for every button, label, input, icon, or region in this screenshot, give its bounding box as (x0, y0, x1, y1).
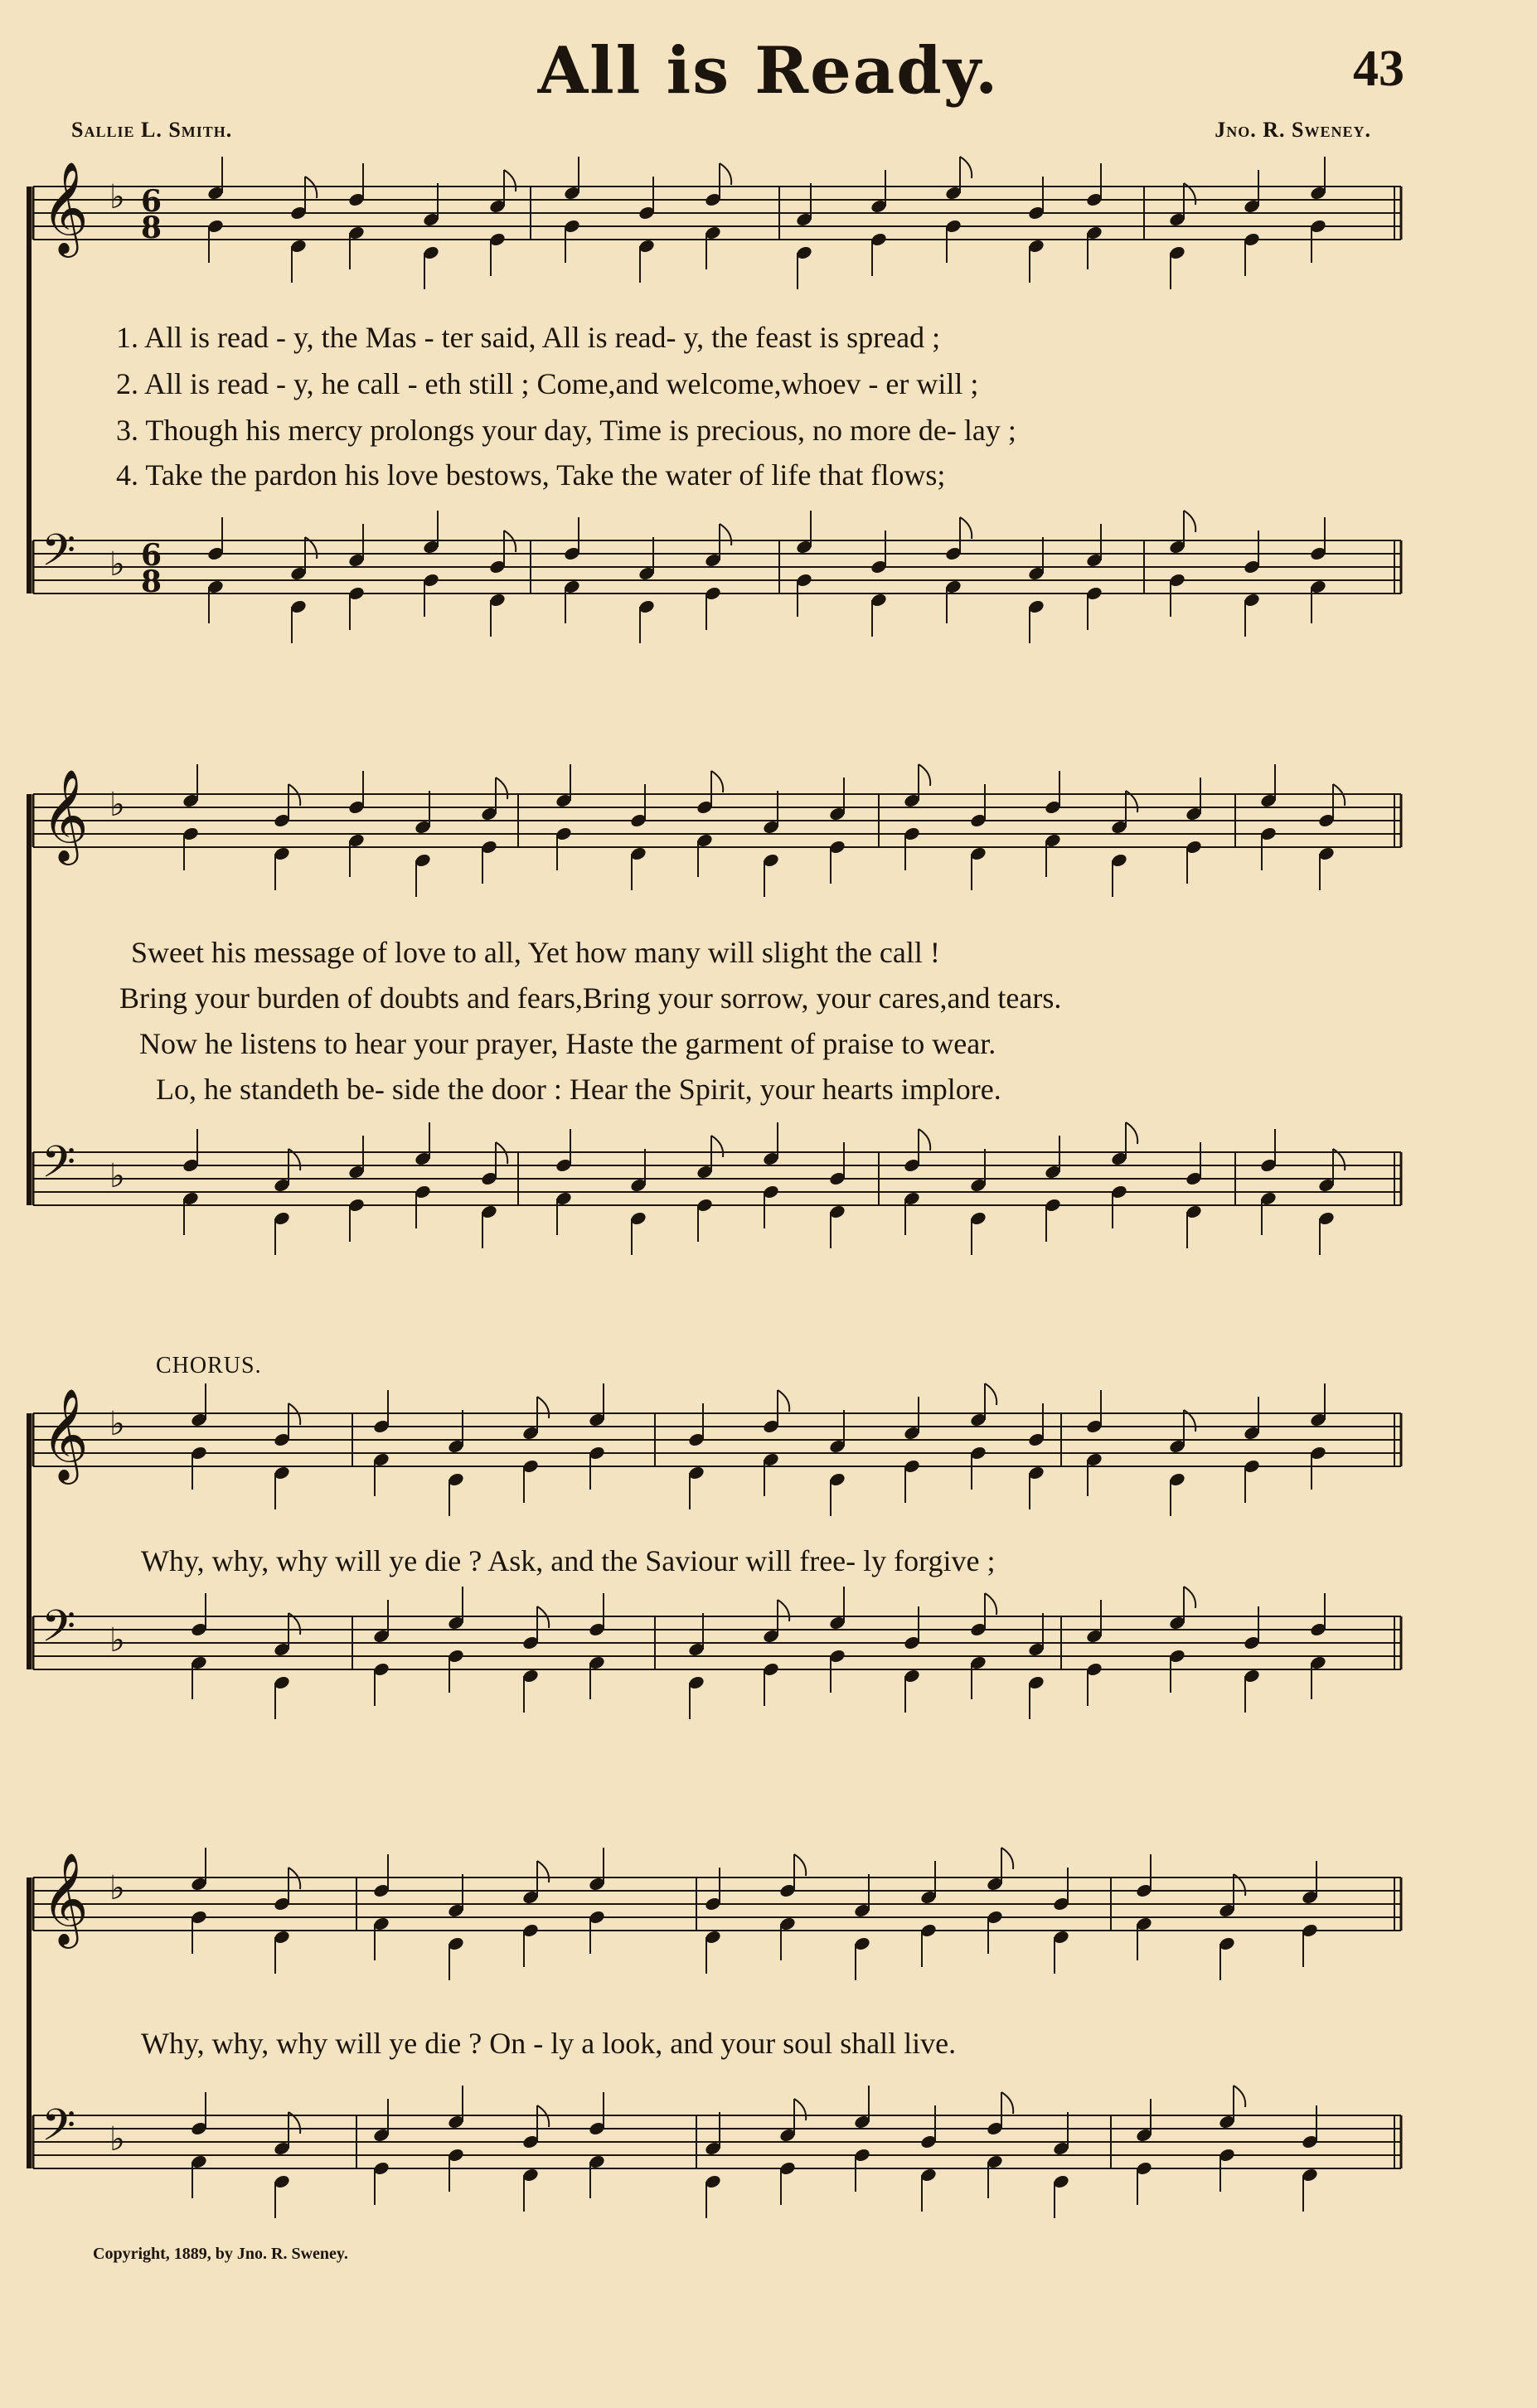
hymn-title: All is Ready. (537, 33, 1000, 109)
bass-staff (33, 2086, 1401, 2218)
flat-icon: ♭ (109, 1157, 125, 1195)
verse-4-line-2: Lo, he standeth be- side the door : Hear the Spirit, your hearts implore. (156, 1073, 1001, 1106)
chorus-label: CHORUS. (156, 1353, 262, 1378)
system-brace (27, 1877, 32, 2168)
verse-3-line-2: Now he listens to hear your prayer, Haste the garment of praise to wear. (139, 1027, 996, 1060)
treble-clef-icon: 𝄞 (41, 768, 89, 861)
lyricist-credit: Sallie L. Smith. (71, 118, 233, 142)
treble-clef-icon: 𝄞 (41, 161, 89, 254)
time-signature-top: 6 (141, 184, 162, 219)
flat-icon: ♭ (109, 786, 125, 824)
verse-2-line-1: 2. All is read - y, he call - eth still ; Come,and welcome,whoev - er will ; (116, 367, 979, 400)
verse-4-line-1: 4. Take the pardon his love bestows, Take the water of life that flows; (116, 458, 946, 492)
flat-icon: ♭ (109, 2120, 125, 2158)
verse-1-line-1: 1. All is read - y, the Mas - ter said, All is read- y, the feast is spread ; (116, 321, 941, 354)
time-signature-bottom: 8 (141, 564, 162, 599)
time-signature-bottom: 8 (141, 211, 162, 245)
treble-clef-icon: 𝄞 (41, 1388, 89, 1480)
treble-staff (33, 1848, 1401, 1980)
composer-credit: Jno. R. Sweney. (1215, 118, 1371, 142)
note-flag (537, 1861, 549, 1882)
note-flag (1001, 1848, 1013, 1869)
chorus-line-1: Why, why, why will ye die ? Ask, and the Saviour will free- ly forgive ; (141, 1544, 996, 1577)
flat-icon: ♭ (109, 1621, 125, 1659)
verse-3-line-1: 3. Though his mercy prolongs your day, Time is precious, no more de- lay ; (116, 414, 1016, 447)
time-signature-top: 6 (141, 538, 162, 573)
treble-clef-icon: 𝄞 (41, 1852, 89, 1945)
bass-clef-icon: 𝄢 (41, 2100, 76, 2162)
flat-icon: ♭ (109, 178, 125, 216)
copyright-notice: Copyright, 1889, by Jno. R. Sweney. (93, 2245, 348, 2263)
page-number: 43 (1353, 41, 1404, 97)
note-flag (794, 1854, 806, 1876)
note-flag (1234, 2086, 1245, 2107)
bass-clef-icon: 𝄢 (41, 526, 76, 587)
verse-1-line-2: Sweet his message of love to all, Yet how many will slight the call ! (131, 936, 940, 969)
flat-icon: ♭ (109, 1869, 125, 1907)
note-flag (794, 2099, 806, 2120)
bass-clef-icon: 𝄢 (41, 1601, 76, 1663)
flat-icon: ♭ (109, 545, 125, 584)
note-flag (1001, 2092, 1013, 2114)
flat-icon: ♭ (109, 1405, 125, 1443)
chorus-line-2: Why, why, why will ye die ? On - ly a look, and your soul shall live. (141, 2027, 957, 2060)
bass-clef-icon: 𝄢 (41, 1137, 76, 1199)
verse-2-line-2: Bring your burden of doubts and fears,Bring your sorrow, your cares,and tears. (119, 981, 1062, 1015)
